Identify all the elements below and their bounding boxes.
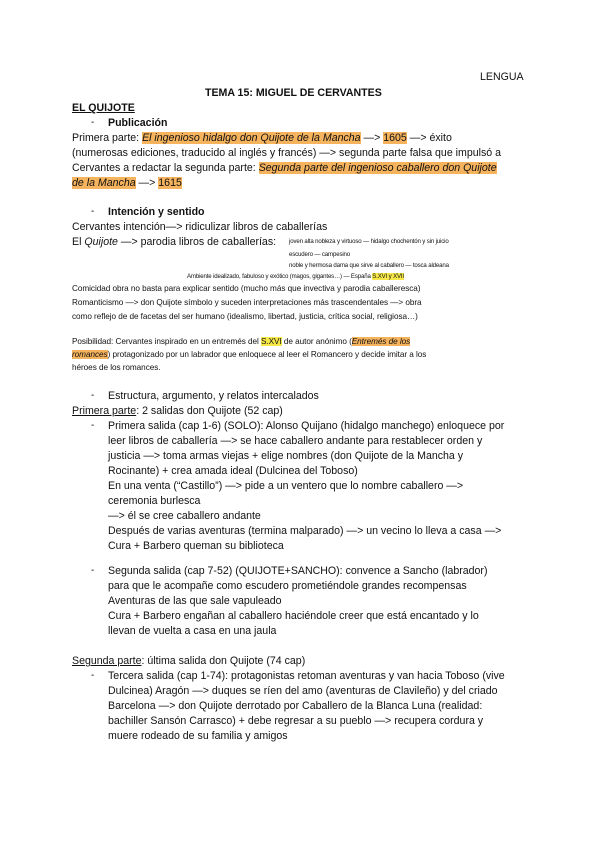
intencion-line-1: Cervantes intención—> ridiculizar libros de caballerías (72, 221, 328, 233)
segunda-salida-line-2: para que le acompañe como escudero prometiéndole grandes recompensas (108, 580, 467, 592)
primera-salida-line-1: Primera salida (cap 1-6) (SOLO): Alonso Quijano (hidalgo manchego) enloquece por (108, 420, 505, 432)
highlight-title-1605: El ingenioso hidalgo don Quijote de la Mancha (142, 132, 361, 144)
bullet-dash: - (91, 565, 95, 576)
comicidad-line-2: Romanticismo —> don Quijote símbolo y suceden interpretaciones más trascendentales —> obra (72, 298, 422, 307)
comicidad-line-3: como reflejo de de facetas del ser humano (idealismo, libertad, justicia, crítica social, religiosa…) (72, 312, 418, 321)
tercera-salida-line-3: Barcelona —> don Quijote derrotado por Caballero de la Blanca Luna (realidad: (108, 700, 483, 712)
posibilidad-line-2: romances) protagonizado por un labrador que enloquece al leer el Romancero y decide imitar a los (72, 350, 427, 359)
bullet-dash: - (91, 670, 95, 681)
publicacion-line-2: (numerosas ediciones, traducido al inglés y francés) —> segunda parte falsa que impulsó a (72, 147, 501, 159)
primera-salida-line-7: —> él se cree caballero andante (108, 510, 261, 522)
bullet-dash: - (91, 420, 95, 431)
primera-salida-line-9: Cura + Barbero queman su biblioteca (108, 540, 284, 552)
highlight-title-1615: Segunda parte del ingenioso caballero don Quijote (258, 162, 497, 174)
tercera-salida-line-5: muere rodeado de su familia y amigos (108, 730, 288, 742)
primera-salida-line-2: leer libros de caballería —> se hace caballero andante para restablecer orden y (108, 435, 483, 447)
publicacion-line-3: Cervantes a redactar la segunda parte: Segunda parte del ingenioso caballero don Quijote (72, 162, 497, 174)
posibilidad-line-3: héroes de los romances. (72, 363, 161, 372)
intencion-heading: Intención y sentido (108, 206, 205, 218)
parodia-item-2: escudero — campesino (289, 251, 351, 258)
publicacion-line-1: Primera parte: El ingenioso hidalgo don Quijote de la Mancha —> 1605 —> éxito (72, 132, 452, 144)
bullet-dash: - (91, 206, 95, 217)
posibilidad-line-1: Posibilidad: Cervantes inspirado en un entremés del S.XVI de autor anónimo (Entremés de los (72, 337, 411, 346)
parodia-item-4: Ambiente idealizado, fabuloso y exótico (magos, gigantes…) — España S.XVI y XVII (187, 273, 404, 280)
bullet-dash: - (91, 390, 95, 401)
primera-salida-line-8: Después de varias aventuras (termina malparado) —> un vecino lo lleva a casa —> (108, 525, 502, 537)
parodia-item-1: joven alta nobleza y virtuoso — hidalgo chochentón y sin juicio (289, 238, 449, 245)
primera-parte-line: Primera parte: 2 salidas don Quijote (52 cap) (72, 405, 283, 417)
section-title: EL QUIJOTE (72, 102, 135, 114)
segunda-salida-line-4: Cura + Barbero engañan al caballero haciéndole creer que está encantado y lo (108, 610, 479, 622)
tercera-salida-line-1: Tercera salida (cap 1-74): protagonistas retoman aventuras y van hacia Toboso (vive (108, 670, 505, 682)
tercera-salida-line-4: bachiller Sansón Carrasco) + debe regresar a su pueblo —> recupera cordura y (108, 715, 484, 727)
subject-label: LENGUA (480, 71, 524, 83)
segunda-salida-line-3: Aventuras de las que sale vapuleado (108, 595, 282, 607)
primera-salida-line-4: Rocinante) + crea amada ideal (Dulcinea del Toboso) (108, 465, 358, 477)
intencion-line-2: El Quijote —> parodia libros de caballerías: (72, 236, 277, 248)
primera-salida-line-3: justicia —> toma armas viejas + elige nombres (don Quijote de la Mancha y (108, 450, 464, 462)
publicacion-heading: Publicación (108, 117, 168, 129)
page-title: TEMA 15: MIGUEL DE CERVANTES (205, 87, 382, 99)
segunda-salida-line-1: Segunda salida (cap 7-52) (QUIJOTE+SANCHO): convence a Sancho (labrador) (108, 565, 488, 577)
comicidad-line-1: Comicidad obra no basta para explicar sentido (mucho más que invectiva y parodia caballeresca) (72, 284, 421, 293)
highlight-century: S.XVI y XVII (372, 273, 404, 280)
highlight-year-1615: 1615 (158, 177, 182, 189)
segunda-salida-line-5: llevan de vuelta a casa en una jaula (108, 625, 277, 637)
tercera-salida-line-2: Dulcinea) Aragón —> duques se ríen del amo (aventuras de Clavileño) y del criado (108, 685, 498, 697)
estructura-heading: Estructura, argumento, y relatos intercalados (108, 390, 319, 402)
parodia-item-3: noble y hermosa dama que sirve al caballero — tosca aldeana (289, 262, 449, 269)
segunda-parte-line: Segunda parte: última salida don Quijote (74 cap) (72, 655, 306, 667)
publicacion-line-4: de la Mancha —> 1615 (72, 177, 182, 189)
primera-salida-line-5: En una venta (“Castillo”) —> pide a un ventero que lo nombre caballero —> (108, 480, 464, 492)
highlight-entremes: Entremés de los (351, 337, 411, 346)
primera-salida-line-6: ceremonia burlesca (108, 495, 201, 507)
bullet-dash: - (91, 117, 95, 128)
highlight-year-1605: 1605 (383, 132, 407, 144)
